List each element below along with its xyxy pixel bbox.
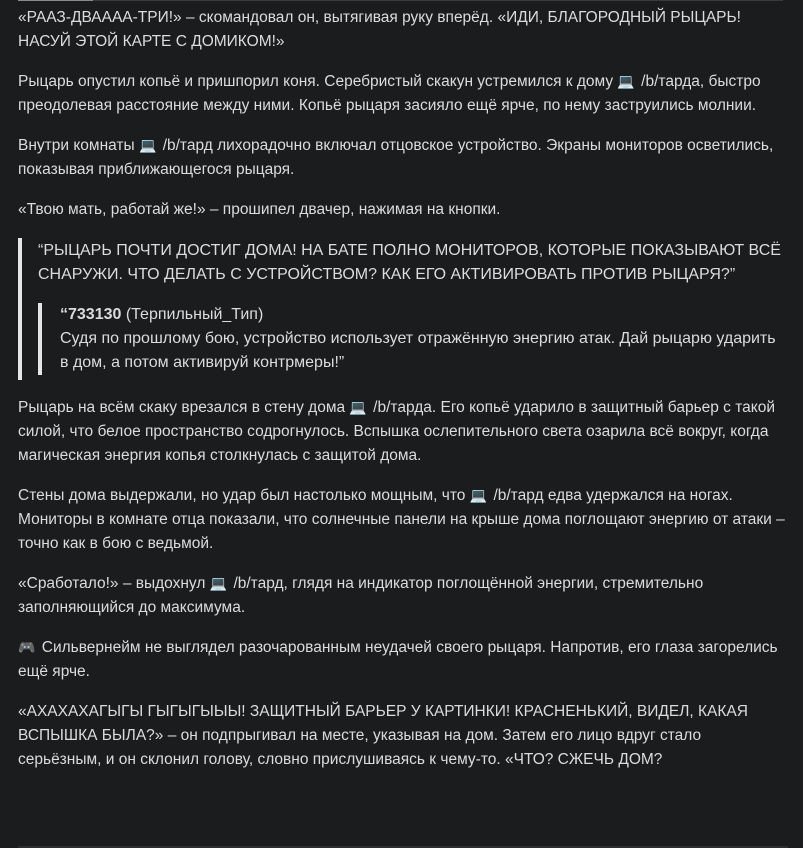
paragraph-5-text-a: Рыцарь на всём скаку врезался в стену дома (18, 399, 350, 416)
gamepad-icon: 🎮 (18, 640, 36, 656)
paragraph-1: «РААЗ-ДВАААА-ТРИ!» – скомандовал он, вытягивая руку вперёд. «ИДИ, БЛАГОРОДНЫЙ РЫЦАРЬ! НАСУЙ ЭТОЙ КАРТЕ С ДОМИКОМ!» (18, 9, 741, 50)
reply-id: “733130 (60, 306, 122, 323)
reply-text: Судя по прошлому бою, устройство использует отражённую энергию атак. Дай рыцарю ударить в дом, а потом активируй контрмеры!” (60, 330, 776, 371)
laptop-icon: 💻 (469, 488, 488, 504)
nested-blockquote (38, 303, 788, 375)
paragraph-3 (18, 134, 788, 182)
laptop-icon: 💻 (617, 74, 635, 90)
blockquote-text: “РЫЦАРЬ ПОЧТИ ДОСТИГ ДОМА! НА БАТЕ ПОЛНО МОНИТОРОВ, КОТОРЫЕ ПОКАЗЫВАЮТ ВСЁ СНАРУЖИ. ЧТО ДЕЛАТЬ С УСТРОЙСТВОМ? КАК ЕГО АКТИВИРОВАТЬ ПРОТИВ РЫЦАРЯ?” (38, 242, 781, 283)
paragraph-5 (18, 396, 788, 468)
paragraph-3-text-a: Внутри комнаты (18, 137, 139, 154)
paragraph-4: «Твою мать, работай же!» – прошипел двачер, нажимая на кнопки. (18, 201, 501, 218)
paragraph-7-text-a: «Сработало!» – выдохнул (18, 575, 210, 592)
paragraph-5-text-b: /b/тарда. Его копьё ударило в защитный барьер с такой силой, что белое пространство содрогнулось. Вспышка ослепительного света озарила всё вокруг, когда магическая энергия копья столкнулась с защитой дома. (18, 399, 776, 464)
paragraph-3-text-b: /b/тард лихорадочно включал отцовское устройство. Экраны мониторов осветились, показывая приближающегося рыцаря. (18, 137, 774, 178)
paragraph-7 (18, 572, 788, 620)
top-divider (93, 0, 783, 1)
laptop-icon: 💻 (349, 400, 367, 416)
paragraph-6 (18, 484, 788, 556)
blockquote (18, 238, 788, 380)
reply-name: (Терпильный_Тип) (121, 306, 264, 323)
laptop-icon: 💻 (138, 138, 157, 154)
paragraph-6-text-a: Стены дома выдержали, но удар был настолько мощным, что (18, 487, 470, 504)
paragraph-8 (18, 636, 788, 684)
paragraph-6-text-b: /b/тард едва удержался на ногах. Мониторы в комнате отца показали, что солнечные панели на крыше дома поглощают энергию от атаки – точно как в бою с ведьмой. (18, 487, 785, 552)
paragraph-8-text: Сильвернейм не выглядел разочарованным неудачей своего рыцаря. Напротив, его глаза загорелись ещё ярче. (18, 639, 778, 680)
laptop-icon: 💻 (209, 576, 228, 592)
paragraph-9: «АХАХАХАГЫГЫ ГЫГЫГЫЫЫ! ЗАЩИТНЫЙ БАРЬЕР У КАРТИНКИ! КРАСНЕНЬКИЙ, ВИДЕЛ, КАКАЯ ВСПЫШКА БЫЛА?» – он подпрыгивал на месте, указывая на дом. Затем его лицо вдруг стало серьёзным, и он склонил голову, словно прислушиваясь к чему-то. «ЧТО? СЖЕЧЬ ДОМ? (18, 703, 748, 768)
reply-author (60, 303, 788, 327)
paragraph-2 (18, 70, 788, 118)
top-divider-accent (18, 0, 93, 1)
paragraph-7-text-b: /b/тард, глядя на индикатор поглощённой энергии, стремительно заполняющийся до максимума. (18, 575, 704, 616)
paragraph-2-text-b: /b/тарда, быстро преодолевая расстояние между ними. Копьё рыцаря засияло ещё ярче, по нему заструились молнии. (18, 73, 761, 114)
paragraph-2-text-a: Рыцарь опустил копьё и пришпорил коня. Серебристый скакун устремился к дому (18, 73, 618, 90)
story-content (18, 6, 788, 788)
